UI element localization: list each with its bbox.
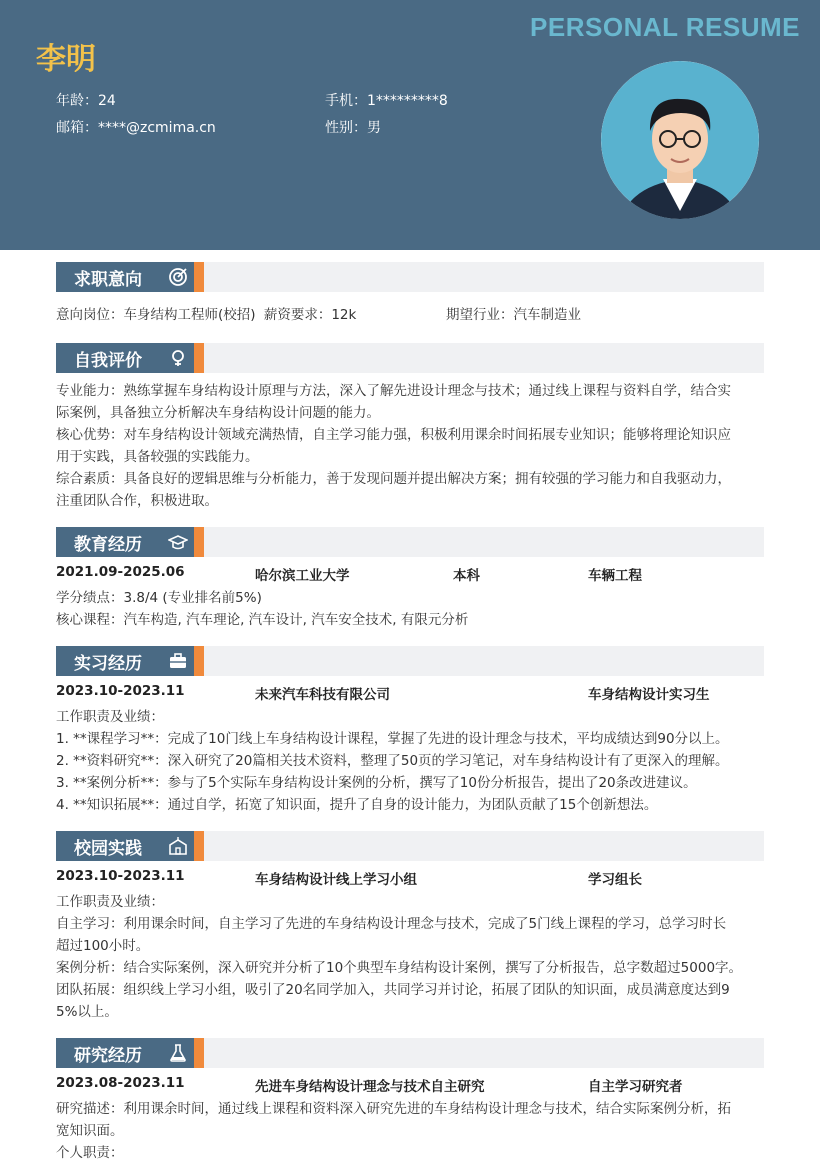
intern-line: 1. **课程学习**：完成了10门线上车身结构设计课程，掌握了先进的设计理念与技术，平均成绩达到90分以上。 [56,731,729,747]
campus-line: 超过100小时。 [56,938,150,954]
edu-detail [56,587,766,631]
graduation-cap-icon [168,532,188,552]
campus-line: 团队拓展：组织线上学习小组，吸引了20名同学加入，共同学习并讨论，拓展了团队的知识面，成员满意度达到9 [56,982,730,998]
edu-date: 2021.09-2025.06 [56,564,185,580]
section-internship [56,646,764,676]
bulb-icon [168,348,188,368]
intent-industry: 期望行业：汽车制造业 [446,307,581,323]
section-title: 教育经历 [56,527,194,557]
intent-salary: 薪资要求：12k [263,307,357,323]
intern-line: 3. **案例分析**：参与了5个实际车身结构设计案例的分析，撰写了10份分析报告，提出了20条改进建议。 [56,775,697,791]
research-line: 研究描述：利用课余时间，通过线上课程和资料深入研究先进的车身结构设计理念与技术，结合实际案例分析，拓 [56,1101,731,1117]
campus-line: 案例分析：结合实际案例，深入研究并分析了10个典型车身结构设计案例，撰写了分析报告，总字数超过5000字。 [56,960,743,976]
edu-gpa: 学分绩点：3.8/4 (专业排名前5%) [56,590,262,606]
section-self-evaluation [56,343,764,373]
campus-org: 车身结构设计线上学习小组 [255,872,417,888]
campus-label: 工作职责及业绩： [56,894,164,910]
campus-line: 自主学习：利用课余时间，自主学习了先进的车身结构设计理念与技术，完成了5门线上课程的学习，总学习时长 [56,916,727,932]
research-detail [56,1098,766,1164]
flask-icon [168,1043,188,1063]
briefcase-icon [168,651,188,671]
edu-courses: 核心课程：汽车构造, 汽车理论, 汽车设计, 汽车安全技术, 有限元分析 [56,612,469,628]
target-icon [168,267,188,287]
section-campus-practice [56,831,764,861]
phone-info: 手机：1*********8 [325,93,448,109]
campus-role: 学习组长 [588,872,642,888]
intern-date: 2023.10-2023.11 [56,683,185,699]
intern-role: 车身结构设计实习生 [588,687,710,703]
section-job-intent [56,262,764,292]
section-title: 实习经历 [56,646,194,676]
research-project: 先进车身结构设计理念与技术自主研究 [255,1079,485,1095]
section-accent [194,262,204,292]
section-accent [194,527,204,557]
candidate-name: 李明 [36,42,96,77]
section-education [56,527,764,557]
self-eval-line: 用于实践，具备较强的实践能力。 [56,449,259,465]
research-line: 个人职责： [56,1145,124,1161]
self-eval-line: 际案例，具备独立分析解决车身结构设计问题的能力。 [56,405,380,421]
self-eval-text [56,380,766,512]
email-info: 邮箱：****@zcmima.cn [56,120,216,136]
self-eval-line: 注重团队合作，积极进取。 [56,493,218,509]
edu-major: 车辆工程 [588,568,642,584]
resume-title: PERSONAL RESUME [530,12,800,42]
section-accent [194,646,204,676]
section-title: 校园实践 [56,831,194,861]
section-title: 自我评价 [56,343,194,373]
self-eval-line: 核心优势：对车身结构设计领域充满热情，自主学习能力强，积极利用课余时间拓展专业知识；能够将理论知识应 [56,427,731,443]
self-eval-line: 综合素质：具备良好的逻辑思维与分析能力，善于发现问题并提出解决方案；拥有较强的学习能力和自我驱动力， [56,471,731,487]
intern-detail [56,706,766,816]
intern-company: 未来汽车科技有限公司 [255,687,390,703]
campus-detail [56,891,766,1023]
intern-line: 4. **知识拓展**：通过自学，拓宽了知识面，提升了自身的设计能力，为团队贡献了15个创新想法。 [56,797,658,813]
section-title: 求职意向 [56,262,194,292]
school-building-icon [168,836,188,856]
research-date: 2023.08-2023.11 [56,1075,185,1091]
research-role: 自主学习研究者 [588,1079,683,1095]
campus-line: 5%以上。 [56,1004,118,1020]
intern-label: 工作职责及业绩： [56,709,164,725]
intent-position: 意向岗位：车身结构工程师(校招) [56,307,256,323]
section-research [56,1038,764,1068]
research-line: 宽知识面。 [56,1123,124,1139]
section-accent [194,1038,204,1068]
intern-line: 2. **资料研究**：深入研究了20篇相关技术资料，整理了50页的学习笔记，对车身结构设计有了更深入的理解。 [56,753,729,769]
section-accent [194,831,204,861]
gender-info: 性别：男 [325,120,381,136]
section-title: 研究经历 [56,1038,194,1068]
avatar [601,61,759,219]
edu-school: 哈尔滨工业大学 [255,568,350,584]
age-info: 年龄：24 [56,93,116,109]
header-banner [0,0,820,250]
edu-degree: 本科 [453,568,480,584]
campus-date: 2023.10-2023.11 [56,868,185,884]
self-eval-line: 专业能力：熟练掌握车身结构设计原理与方法，深入了解先进设计理念与技术；通过线上课程与资料自学，结合实 [56,383,731,399]
section-accent [194,343,204,373]
